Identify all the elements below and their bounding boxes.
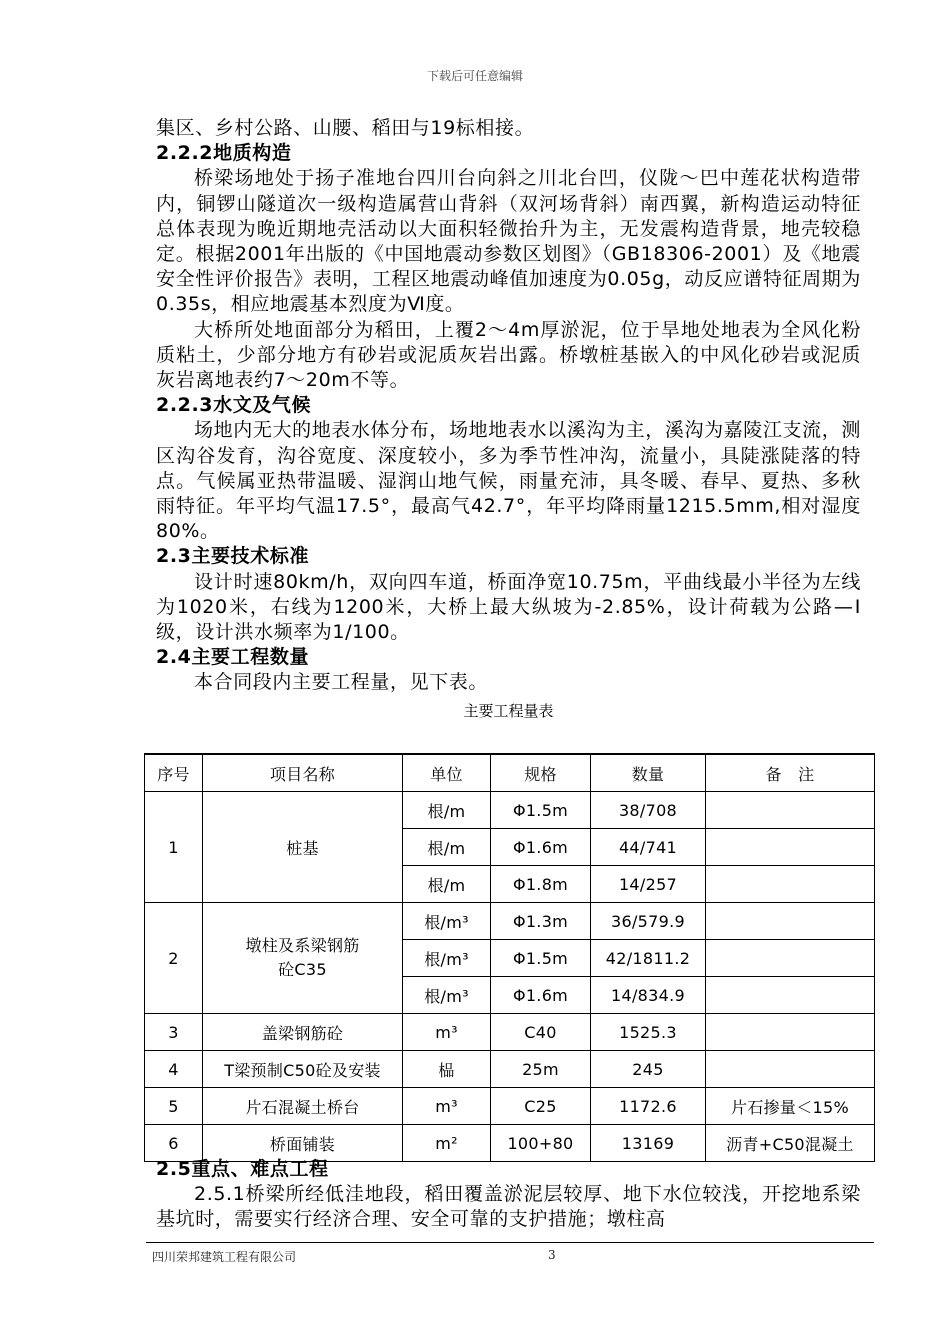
cell-unit: 根/m [403, 829, 491, 866]
cell-spec: Φ1.6m [491, 829, 591, 866]
header-cell-spec: 规格 [491, 754, 591, 792]
paragraph-key-works: 2.5.1桥梁所经低洼地段，稻田覆盖淤泥层较厚、地下水位较浅，开挖地系梁基坑时，需要实行经济合理、安全可靠的支护措施；墩柱高 [156, 1183, 861, 1231]
cell-qty: 38/708 [591, 792, 706, 829]
heading-2-2-3: 2.2.3水文及气候 [156, 394, 312, 417]
cell-no: 4 [145, 1051, 203, 1088]
cell-qty: 1172.6 [591, 1088, 706, 1125]
cell-unit: m³ [403, 1014, 491, 1051]
cell-qty: 14/834.9 [591, 977, 706, 1014]
paragraph-geology: 桥梁场地处于扬子准地台四川台向斜之川北台凹，仪陇～巴中莲花状构造带内，铜锣山隧道次一级构造属营山背斜（双河场背斜）南西翼，新构造运动特征总体表现为晚近期地壳活动以大面积轻微抬升为主，无发震构造背景，地壳较稳定。根据2001年出版的《中国地震动参数区划图》（GB18306-2001）及《地震安全性评价报告》表明，工程区地震动峰值加速度为0.05g，动反应谱特征周期为0.35s，相应地震基本烈度为Ⅵ度。 [156, 167, 861, 316]
cell-unit: m³ [403, 1088, 491, 1125]
cell-qty: 13169 [591, 1125, 706, 1162]
cell-note [706, 1014, 875, 1051]
table-header-row [145, 754, 875, 792]
cell-qty: 1525.3 [591, 1014, 706, 1051]
page-header: 下载后可任意编辑 [426, 69, 523, 83]
cell-spec: 100+80 [491, 1125, 591, 1162]
heading-2-5: 2.5重点、难点工程 [156, 1158, 329, 1180]
cell-qty: 245 [591, 1051, 706, 1088]
cell-unit: 根/m [403, 792, 491, 829]
cell-unit: 榀 [403, 1051, 491, 1088]
cell-qty: 36/579.9 [591, 903, 706, 940]
heading-2-3: 2.3主要技术标准 [156, 545, 310, 568]
paragraph-ground: 大桥所处地面部分为稻田，上覆2～4m厚淤泥，位于旱地处地表为全风化粉质粘土，少部分地方有砂岩或泥质灰岩出露。桥墩桩基嵌入的中风化砂岩或泥质灰岩离地表约7～20m不等。 [156, 318, 861, 392]
cell-name: 墩柱及系梁钢筋砼C35 [203, 903, 403, 1014]
cell-note [706, 866, 875, 903]
table-row [145, 1125, 875, 1162]
body-text-bottom [156, 1157, 861, 1233]
table-row [145, 903, 875, 940]
table-row [145, 1088, 875, 1125]
cell-name: 片石混凝土桥台 [203, 1088, 403, 1125]
cell-no: 1 [145, 792, 203, 903]
cell-no: 2 [145, 903, 203, 1014]
cell-unit: 根/m³ [403, 977, 491, 1014]
heading-2-2-2: 2.2.2地质构造 [156, 142, 292, 165]
cell-note [706, 829, 875, 866]
cell-note: 片石掺量＜15% [706, 1088, 875, 1125]
cell-unit: 根/m³ [403, 940, 491, 977]
footer-divider [146, 1242, 874, 1243]
cell-note [706, 792, 875, 829]
page-number: 3 [548, 1248, 556, 1262]
cell-qty: 42/1811.2 [591, 940, 706, 977]
paragraph-quantities-intro: 本合同段内主要工程量，见下表。 [194, 671, 489, 694]
cell-spec: C40 [491, 1014, 591, 1051]
table-row [145, 1051, 875, 1088]
cell-unit: 根/m³ [403, 903, 491, 940]
cell-note: 沥青+C50混凝土 [706, 1125, 875, 1162]
cell-spec: Φ1.5m [491, 792, 591, 829]
cell-note [706, 977, 875, 1014]
cell-spec: Φ1.6m [491, 977, 591, 1014]
cell-note [706, 940, 875, 977]
header-cell-name: 项目名称 [203, 754, 403, 792]
paragraph-continuation: 集区、乡村公路、山腰、稻田与19标相接。 [156, 117, 535, 139]
heading-2-4: 2.4主要工程数量 [156, 646, 310, 669]
header-cell-unit: 单位 [403, 754, 491, 792]
cell-spec: 25m [491, 1051, 591, 1088]
cell-name: 桥面铺装 [203, 1125, 403, 1162]
cell-spec: Φ1.3m [491, 903, 591, 940]
cell-name: 桩基 [203, 792, 403, 903]
cell-spec: Φ1.8m [491, 866, 591, 903]
header-cell-no: 序号 [145, 754, 203, 792]
cell-name: 盖梁钢筋砼 [203, 1014, 403, 1051]
cell-spec: Φ1.5m [491, 940, 591, 977]
cell-unit: 根/m [403, 866, 491, 903]
cell-no: 6 [145, 1125, 203, 1162]
header-cell-note: 备 注 [706, 754, 875, 792]
table-row [145, 1014, 875, 1051]
cell-name: T梁预制C50砼及安装 [203, 1051, 403, 1088]
body-text-top [156, 116, 861, 735]
table-row [145, 792, 875, 829]
cell-note [706, 1051, 875, 1088]
cell-qty: 14/257 [591, 866, 706, 903]
quantities-table [144, 753, 875, 1162]
cell-unit: m² [403, 1125, 491, 1162]
cell-no: 5 [145, 1088, 203, 1125]
paragraph-hydrology: 场地内无大的地表水体分布，场地地表水以溪沟为主，溪沟为嘉陵江支流，测区沟谷发育，沟谷宽度、深度较小，多为季节性冲沟，流量小，具陡涨陡落的特点。气候属亚热带温暖、湿润山地气候，雨量充沛，具冬暖、春早、夏热、多秋雨特征。年平均气温17.5°，最高气42.7°，年平均降雨量1215.5mm,相对湿度80%。 [156, 419, 861, 543]
footer-company: 四川荣邦建筑工程有限公司 [152, 1250, 297, 1264]
header-cell-qty: 数量 [591, 754, 706, 792]
cell-no: 3 [145, 1014, 203, 1051]
cell-note [706, 903, 875, 940]
paragraph-standards: 设计时速80km/h，双向四车道，桥面净宽10.75m，平曲线最小半径为左线为1020米，右线为1200米，大桥上最大纵坡为-2.85%，设计荷载为公路—Ⅰ级，设计洪水频率为1/100。 [156, 570, 861, 644]
cell-spec: C25 [491, 1088, 591, 1125]
cell-qty: 44/741 [591, 829, 706, 866]
table-caption: 主要工程量表 [463, 701, 554, 720]
